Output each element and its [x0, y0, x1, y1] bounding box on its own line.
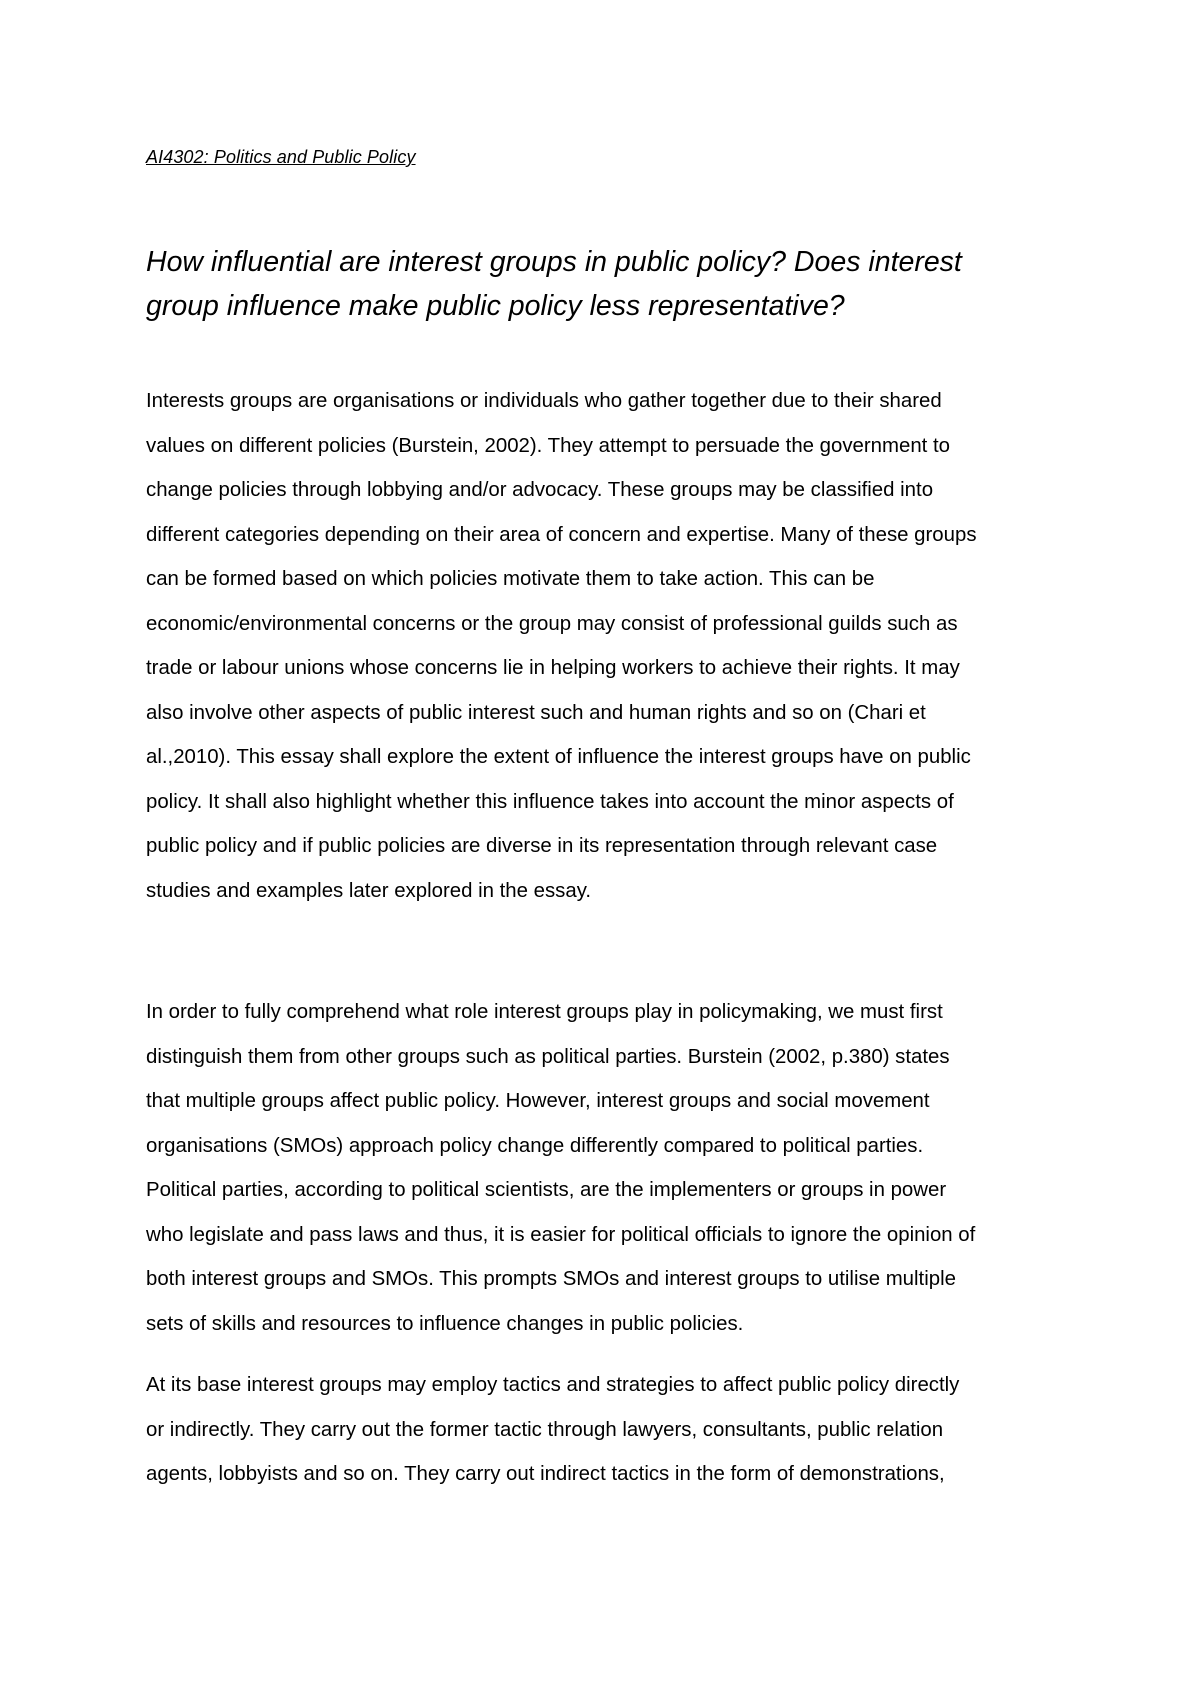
text-line: organisations (SMOs) approach policy change differently compared to political parties.	[146, 1134, 924, 1157]
text-line: At its base interest groups may employ tactics and strategies to affect public policy directly	[146, 1374, 960, 1396]
text-line: also involve other aspects of public interest such and human rights and so on (Chari et	[146, 701, 926, 724]
text-line: sets of skills and resources to influence changes in public policies.	[146, 1312, 744, 1335]
paragraph-tactics	[146, 1363, 1106, 1497]
text-line: who legislate and pass laws and thus, it is easier for political officials to ignore the opinion of	[146, 1223, 976, 1246]
text-line: or indirectly. They carry out the former tactic through lawyers, consultants, public relation	[146, 1418, 944, 1441]
text-line: values on different policies (Burstein, 2002). They attempt to persuade the government to	[146, 434, 951, 457]
question-line: group influence make public policy less representative?	[146, 290, 845, 322]
text-line: In order to fully comprehend what role interest groups play in policymaking, we must first	[146, 1001, 943, 1023]
text-line: that multiple groups affect public policy. However, interest groups and social movement	[146, 1090, 930, 1112]
text-line: Interests groups are organisations or individuals who gather together due to their shared	[146, 390, 942, 412]
text-line: economic/environmental concerns or the group may consist of professional guilds such as	[146, 612, 958, 635]
text-line: different categories depending on their area of concern and expertise. Many of these groups	[146, 523, 977, 546]
text-line: trade or labour unions whose concerns lie in helping workers to achieve their rights. It may	[146, 657, 960, 679]
paragraph-role-of-interest-groups	[146, 990, 1106, 1346]
text-line: can be formed based on which policies motivate them to take action. This can be	[146, 568, 875, 590]
question-line: How influential are interest groups in public policy? Does interest	[146, 246, 962, 278]
text-line: change policies through lobbying and/or advocacy. These groups may be classified into	[146, 479, 934, 501]
text-line: distinguish them from other groups such as political parties. Burstein (2002, p.380) states	[146, 1045, 950, 1068]
text-line: Political parties, according to political scientists, are the implementers or groups in power	[146, 1179, 947, 1201]
course-title: AI4302: Politics and Public Policy	[146, 147, 416, 167]
text-line: both interest groups and SMOs. This prompts SMOs and interest groups to utilise multiple	[146, 1268, 956, 1290]
text-line: agents, lobbyists and so on. They carry out indirect tactics in the form of demonstrations,	[146, 1463, 945, 1485]
text-line: al.,2010). This essay shall explore the extent of influence the interest groups have on public	[146, 746, 971, 768]
paragraph-introduction	[146, 379, 1106, 913]
essay-question	[146, 240, 1106, 328]
text-line: studies and examples later explored in the essay.	[146, 879, 592, 902]
text-line: public policy and if public policies are diverse in its representation through relevant case	[146, 835, 938, 857]
text-line: policy. It shall also highlight whether this influence takes into account the minor aspects of	[146, 790, 954, 813]
